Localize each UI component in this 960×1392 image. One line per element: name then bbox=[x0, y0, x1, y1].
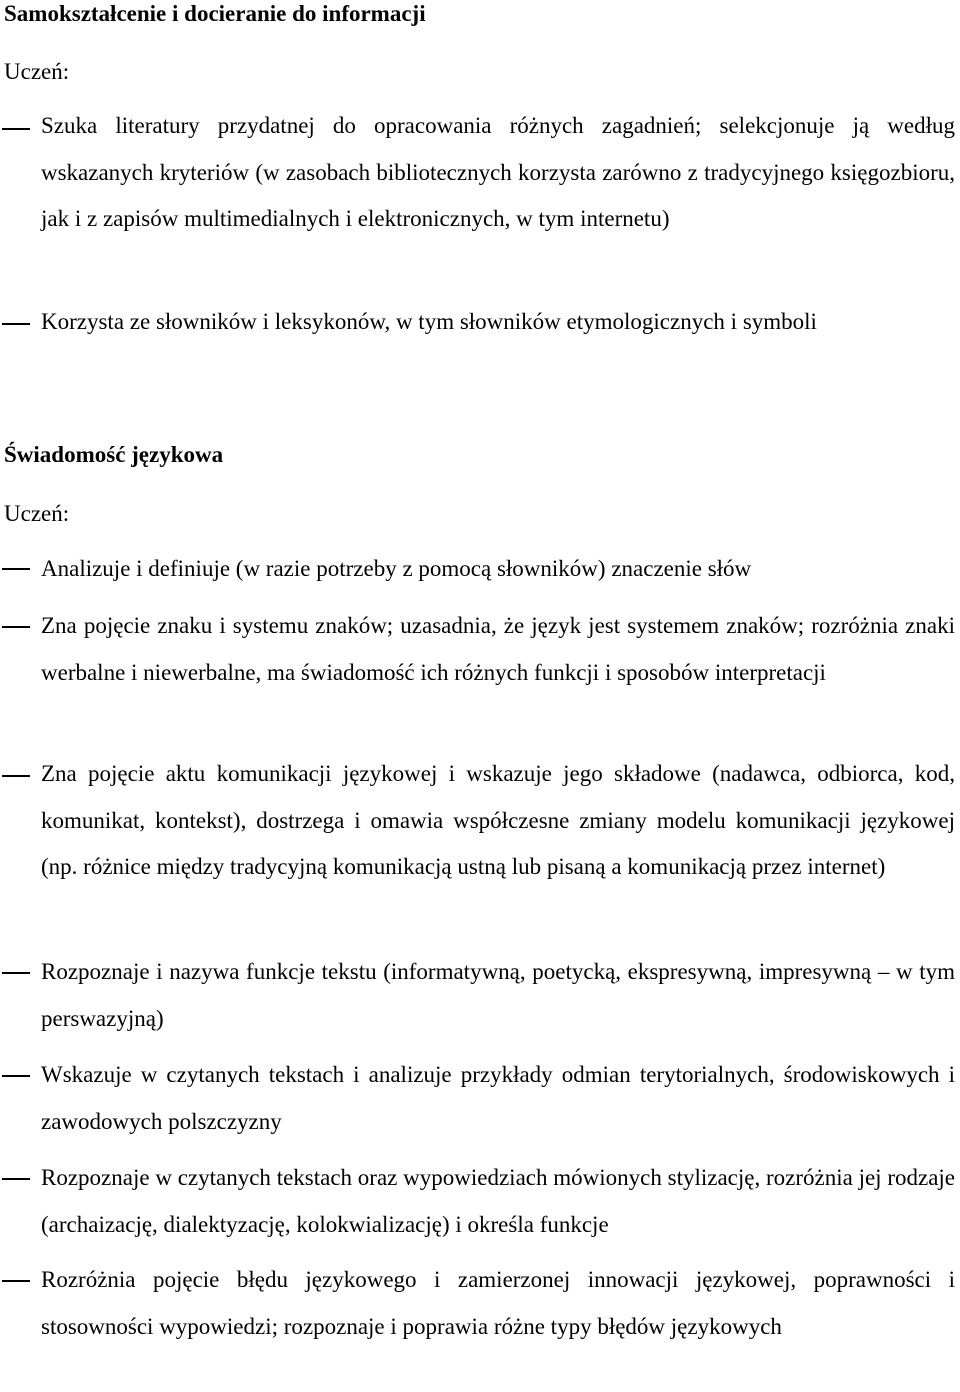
dash-bullet bbox=[2, 323, 30, 325]
section-lead: Uczeń: bbox=[4, 501, 70, 526]
dash-bullet bbox=[2, 1075, 30, 1077]
list-item: Rozróżnia pojęcie błędu językowego i zamierzonej innowacji językowej, poprawności i stosowności wypowiedzi; rozpoznaje i poprawia różne typy błędów językowych bbox=[41, 1267, 955, 1339]
dash-bullet bbox=[2, 568, 30, 570]
list-item: Korzysta ze słowników i leksykonów, w tym słowników etymologicznych i symboli bbox=[41, 309, 817, 334]
list-item: Szuka literatury przydatnej do opracowania różnych zagadnień; selekcjonuje ją według wskazanych kryteriów (w zasobach bibliotecznych korzysta zarówno z tradycyjnego księgozbioru, jak i z zapisów multimedialnych i elektronicznych, w tym internetu) bbox=[41, 113, 955, 231]
list-item: Zna pojęcie znaku i systemu znaków; uzasadnia, że język jest systemem znaków; rozróżnia znaki werbalne i niewerbalne, ma świadomość ich różnych funkcji i sposobów interpretacji bbox=[41, 613, 955, 685]
list-item: Zna pojęcie aktu komunikacji językowej i wskazuje jego składowe (nadawca, odbiorca, kod, komunikat, kontekst), dostrzega i omawia współczesne zmiany modelu komunikacji językowej (np. różnice między tradycyjną komunikacją ustną lub pisaną a komunikacją przez internet) bbox=[41, 761, 955, 879]
list-item: Rozpoznaje i nazywa funkcje tekstu (informatywną, poetycką, ekspresywną, impresywną – w tym perswazyjną) bbox=[41, 959, 955, 1031]
dash-bullet bbox=[2, 626, 30, 628]
section-heading: Samokształcenie i docieranie do informacji bbox=[4, 1, 426, 26]
dash-bullet bbox=[2, 1178, 30, 1180]
section-heading: Świadomość językowa bbox=[4, 442, 224, 467]
section-lead: Uczeń: bbox=[4, 59, 70, 84]
dash-bullet bbox=[2, 775, 30, 777]
dash-bullet bbox=[2, 128, 30, 130]
dash-bullet bbox=[2, 1280, 30, 1282]
list-item: Rozpoznaje w czytanych tekstach oraz wypowiedziach mówionych stylizację, rozróżnia jej rodzaje (archaizację, dialektyzację, kolokwializację) i określa funkcje bbox=[41, 1165, 955, 1237]
list-item: Analizuje i definiuje (w razie potrzeby z pomocą słowników) znaczenie słów bbox=[41, 556, 752, 581]
list-item: Wskazuje w czytanych tekstach i analizuje przykłady odmian terytorialnych, środowiskowych i zawodowych polszczyzny bbox=[41, 1062, 955, 1134]
dash-bullet bbox=[2, 972, 30, 974]
